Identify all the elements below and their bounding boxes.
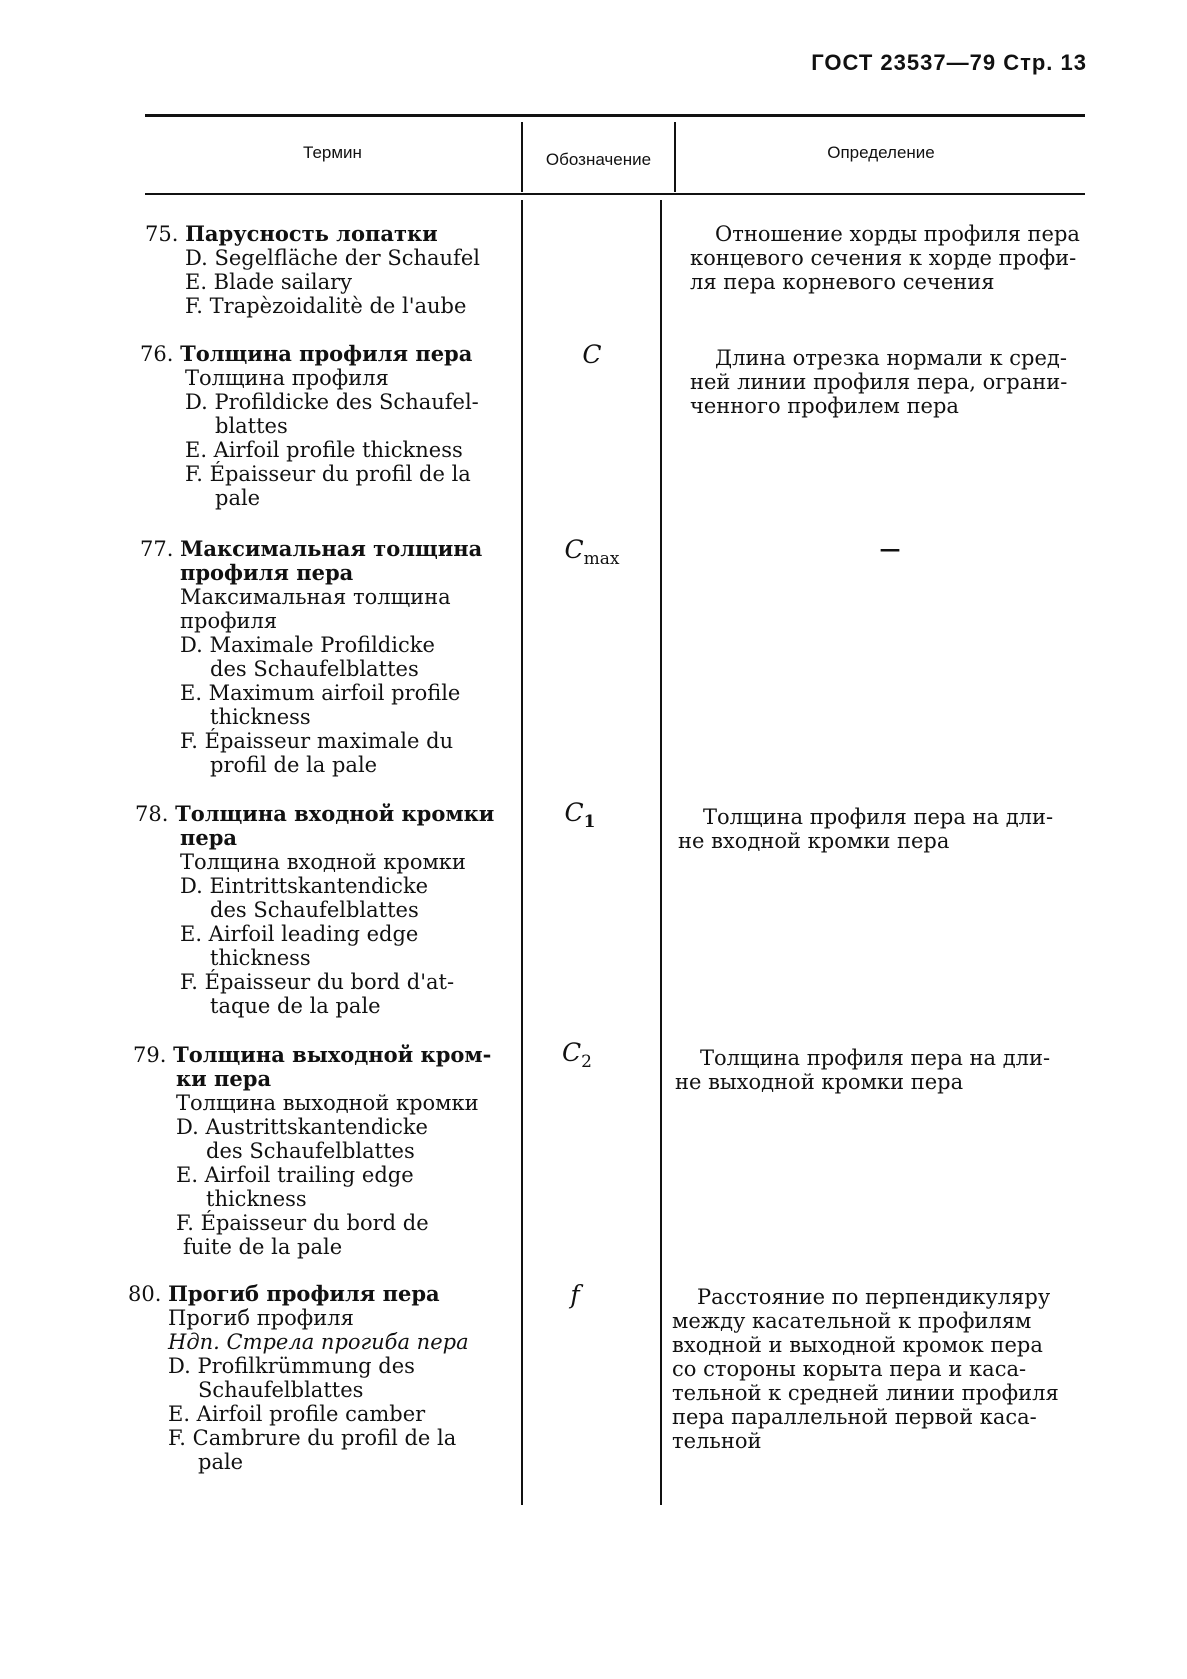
term-title: Прогиб профиля пера: [168, 1281, 440, 1306]
term-line: Прогиб профиля: [168, 1306, 354, 1330]
term-line: Schaufelblattes: [198, 1378, 364, 1402]
entry-number: 77.: [140, 537, 174, 561]
symbol-subscript: max: [583, 549, 620, 569]
definition-line: не входной кромки пера: [678, 829, 950, 853]
term-line: F. Épaisseur du bord de: [176, 1211, 429, 1235]
column-header-definition: Определение: [827, 143, 935, 162]
term-line: E. Airfoil trailing edge: [176, 1163, 414, 1187]
term-line: E. Airfoil profile thickness: [185, 438, 463, 462]
term-line: des Schaufelblattes: [210, 898, 419, 922]
term-line: D. Eintrittskantendicke: [180, 874, 429, 898]
symbol: f: [570, 1280, 580, 1309]
column-header-term: Термин: [303, 143, 362, 162]
term-line: fuite de la pale: [183, 1235, 343, 1259]
definition-line: Длина отрезка нормали к сред-: [715, 346, 1067, 370]
term-cell: [133, 1043, 508, 1259]
entry-number: 80.: [128, 1282, 162, 1306]
table-top-rule: [145, 114, 1085, 117]
term-line: E. Airfoil profile camber: [168, 1402, 426, 1426]
term-line: thickness: [210, 946, 311, 970]
term-cell: [145, 222, 510, 318]
term-line: pale: [215, 486, 261, 510]
term-line: D. Maximale Profildicke: [180, 633, 435, 657]
definition-line: не выходной кромки пера: [675, 1070, 964, 1094]
definition-line: ля пера корневого сечения: [690, 270, 995, 294]
term-line: thickness: [206, 1187, 307, 1211]
term-line: Толщина профиля: [185, 366, 389, 390]
term-title: пера: [180, 825, 238, 850]
term-line: D. Profilkrümmung des: [168, 1354, 415, 1378]
term-line: des Schaufelblattes: [206, 1139, 415, 1163]
term-line: профиля: [180, 609, 278, 633]
definition-cell: [678, 805, 1088, 853]
definition-line: между касательной к профилям: [672, 1309, 1032, 1333]
term-line: F. Épaisseur maximale du: [180, 729, 454, 753]
term-cell: [140, 342, 510, 510]
definition-cell: [690, 346, 1090, 418]
term-cell: [140, 537, 510, 777]
symbol: C: [582, 340, 602, 369]
page-header: ГОСТ 23537—79 Стр. 13: [811, 50, 1087, 75]
term-title: Толщина выходной кром-: [173, 1042, 492, 1067]
table-header-rule: [145, 193, 1085, 195]
term-title: Максимальная толщина: [180, 536, 483, 561]
term-line: thickness: [210, 705, 311, 729]
term-line: F. Cambrure du profil de la: [168, 1426, 457, 1450]
definition-line: тельной к средней линии профиля: [672, 1381, 1059, 1405]
definition-line: Толщина профиля пера на дли-: [700, 1046, 1051, 1070]
definition-cell: [675, 1046, 1085, 1094]
term-title: Толщина профиля пера: [180, 341, 473, 366]
definition-line: входной и выходной кромок пера: [672, 1333, 1043, 1357]
definition-cell: [672, 1285, 1082, 1453]
term-line: E. Airfoil leading edge: [180, 922, 419, 946]
entry-number: 76.: [140, 342, 174, 366]
term-line: profil de la pale: [210, 753, 378, 777]
entry-number: 78.: [135, 802, 169, 826]
symbol-cell: [515, 798, 645, 832]
term-line: E. Maximum airfoil profile: [180, 681, 461, 705]
definition-line: концевого сечения к хорде профи-: [690, 246, 1077, 270]
definition-line: ченного профилем пера: [690, 394, 959, 418]
symbol: C: [562, 1038, 582, 1067]
term-line: Толщина выходной кромки: [176, 1091, 479, 1115]
term-title: Парусность лопатки: [185, 221, 438, 246]
term-title: Толщина входной кромки: [175, 801, 495, 826]
term-line: des Schaufelblattes: [210, 657, 419, 681]
definition-line: пера параллельной первой каса-: [672, 1405, 1037, 1429]
definition-line: Расстояние по перпендикуляру: [697, 1285, 1051, 1309]
term-line: Ндп. Стрела прогиба пера: [168, 1330, 469, 1354]
definition-line: —: [879, 536, 901, 561]
term-cell: [128, 1282, 506, 1474]
symbol-subscript: 2: [581, 1052, 592, 1072]
definition-line: со стороны корыта пера и каса-: [672, 1357, 1027, 1381]
definition-line: Отношение хорды профиля пера: [715, 222, 1080, 246]
definition-cell: [690, 222, 1090, 294]
definition-cell: [690, 537, 1090, 561]
symbol-subscript: 1: [583, 812, 596, 832]
term-cell: [135, 802, 510, 1018]
symbol-cell: [510, 1280, 640, 1309]
term-title: ки пера: [176, 1066, 272, 1091]
term-line: blattes: [215, 414, 288, 438]
term-line: E. Blade sailary: [185, 270, 353, 294]
term-line: pale: [198, 1450, 244, 1474]
column-header-symbol: Обозначение: [545, 150, 652, 169]
symbol-cell: [527, 535, 657, 569]
term-line: D. Segelfläche der Schaufel: [185, 246, 480, 270]
term-line: Максимальная толщина: [180, 585, 451, 609]
term-line: F. Trapèzoidalitè de l'aube: [185, 294, 467, 318]
term-line: Толщина входной кромки: [180, 850, 466, 874]
definition-line: Толщина профиля пера на дли-: [703, 805, 1054, 829]
symbol: C: [564, 798, 584, 827]
definition-line: ней линии профиля пера, ограни-: [690, 370, 1068, 394]
entry-number: 79.: [133, 1043, 167, 1067]
definition-line: тельной: [672, 1429, 762, 1453]
term-line: D. Austrittskantendicke: [176, 1115, 428, 1139]
column-divider: [660, 200, 662, 1505]
entry-number: 75.: [145, 222, 179, 246]
symbol: C: [564, 535, 584, 564]
term-line: F. Épaisseur du bord d'at-: [180, 970, 455, 994]
symbol-cell: [527, 340, 657, 369]
term-line: D. Profildicke des Schaufel-: [185, 390, 479, 414]
term-line: F. Épaisseur du profil de la: [185, 462, 471, 486]
column-divider: [521, 200, 523, 1505]
term-line: taque de la pale: [210, 994, 381, 1018]
term-title: профиля пера: [180, 560, 354, 585]
symbol-cell: [512, 1038, 642, 1072]
